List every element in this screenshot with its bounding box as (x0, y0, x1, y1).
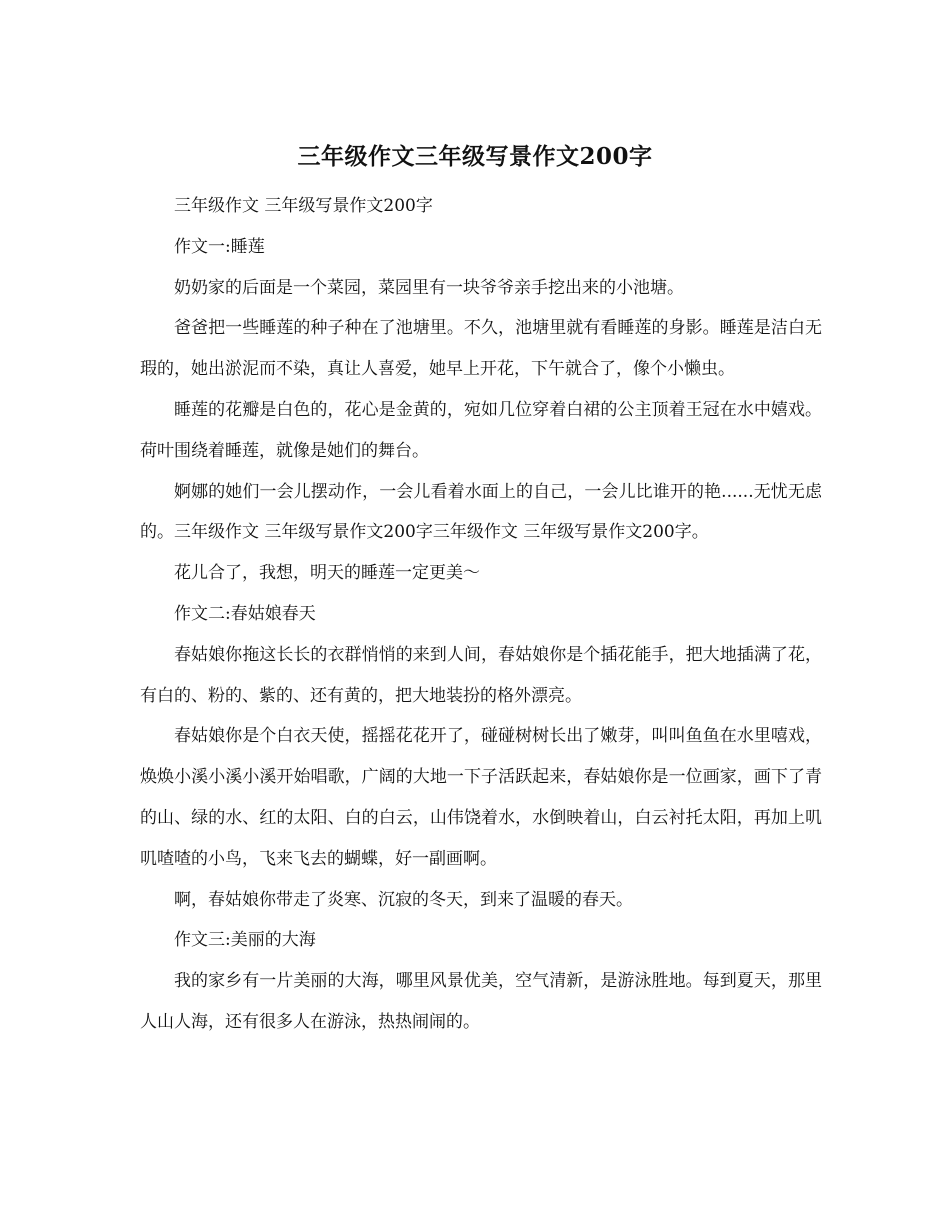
paragraph: 奶奶家的后面是一个菜园，菜园里有一块爷爷亲手挖出来的小池塘。 (174, 277, 684, 298)
paragraph: 爸爸把一些睡莲的种子种在了池塘里。不久，池塘里就有看睡莲的身影。睡莲是洁白无瑕的，她出淤泥而不染，真让人喜爱，她早上开花，下午就合了，像个小懒虫。 (140, 318, 822, 380)
essay-heading-1: 作文一:睡莲 (174, 236, 265, 257)
paragraph: 春姑娘你是个白衣天使，摇摇花花开了，碰碰树树长出了嫩芽，叫叫鱼鱼在水里嘻戏，焕焕小溪小溪小溪开始唱歌，广阔的大地一下子活跃起来，春姑娘你是一位画家，画下了青的山、绿的水、红的太阳、白的白云，山伟饶着水，水倒映着山，白云衬托太阳，再加上叽叽喳喳的小鸟，飞来飞去的蝴蝶，好一副画啊。 (140, 726, 822, 869)
paragraph: 我的家乡有一片美丽的大海，哪里风景优美，空气清新，是游泳胜地。每到夏天，那里人山人海，还有很多人在游泳，热热闹闹的。 (140, 971, 822, 1032)
paragraph: 花儿合了，我想，明天的睡莲一定更美～ (174, 563, 480, 584)
paragraph: 春姑娘你拖这长长的衣群悄悄的来到人间，春姑娘你是个插花能手，把大地插满了花，有白的、粉的、紫的、还有黄的，把大地装扮的格外漂亮。 (140, 644, 822, 706)
paragraph: 婀娜的她们一会儿摆动作，一会儿看着水面上的自己，一会儿比谁开的艳......无忧无虑的。三年级作文 三年级写景作文200字三年级作文 三年级写景作文200字。 (140, 481, 822, 543)
paragraph-intro: 三年级作文 三年级写景作文200字 (174, 196, 433, 216)
essay-heading-3: 作文三:美丽的大海 (174, 930, 316, 951)
document-body (140, 186, 822, 1043)
paragraph: 啊，春姑娘你带走了炎寒、沉寂的冬天，到来了温暖的春天。 (174, 889, 633, 910)
paragraph: 睡莲的花瓣是白色的，花心是金黄的，宛如几位穿着白裙的公主顶着王冠在水中嬉戏。荷叶围绕着睡莲，就像是她们的舞台。 (140, 399, 822, 461)
page-title: 三年级作文三年级写景作文200字 (297, 143, 653, 170)
essay-heading-2: 作文二:春姑娘春天 (174, 603, 316, 624)
